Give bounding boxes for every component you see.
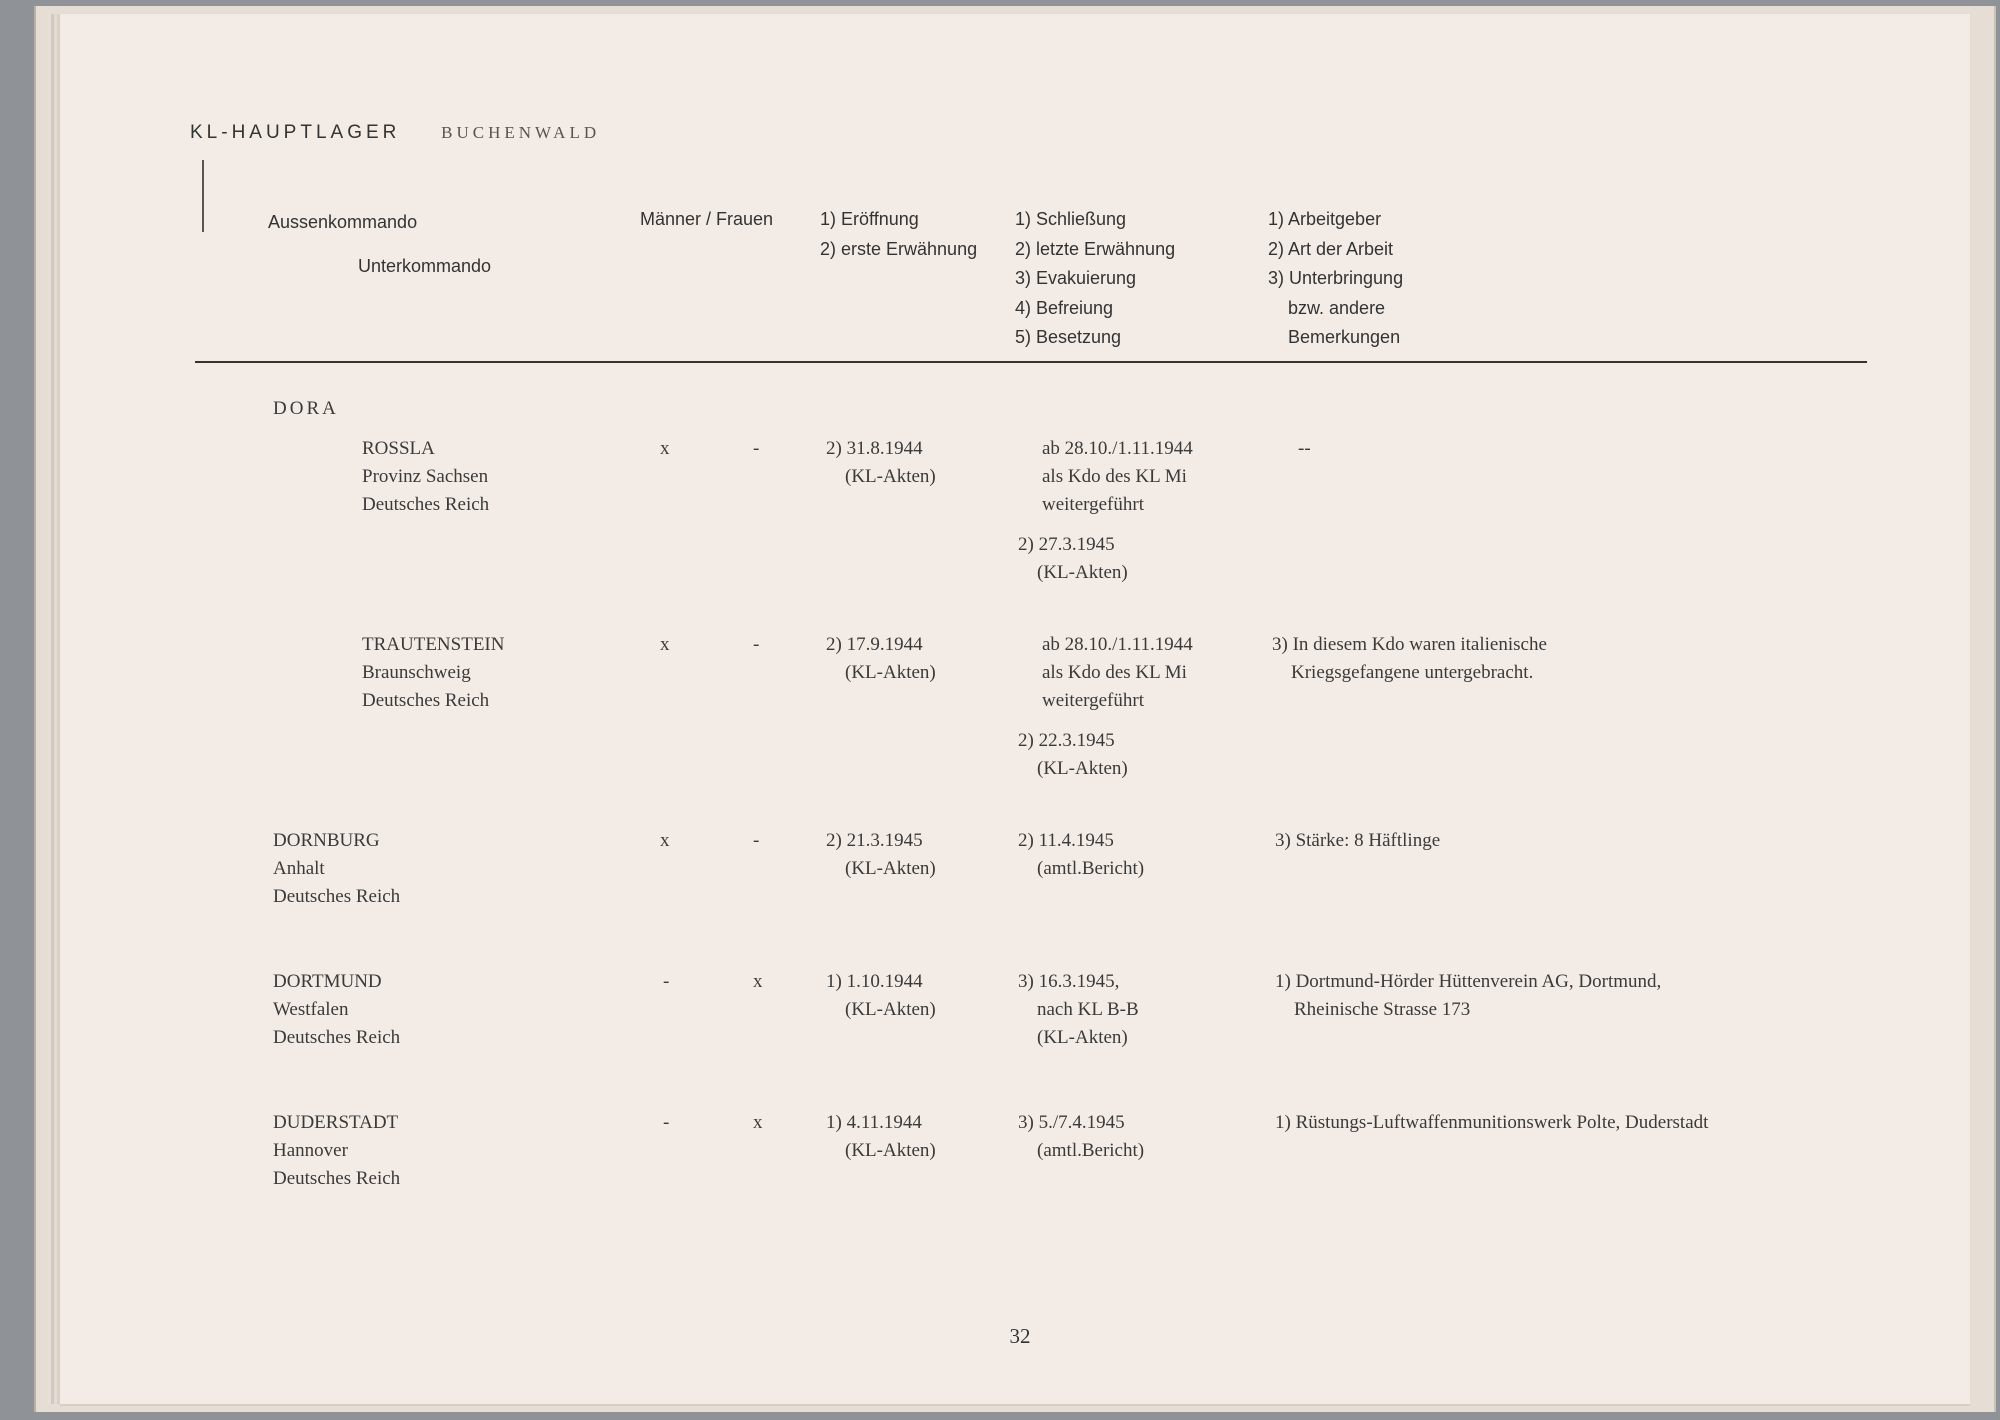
page-header — [190, 122, 600, 144]
duderstadt-schliessung: 3) 5./7.4.1945 (amtl.Bericht) — [1018, 1112, 1145, 1161]
duderstadt-bemerkungen: 1) Rüstungs-Luftwaffenmunitionswerk Polte, Duderstadt — [1275, 1112, 1709, 1133]
rossla-bemerkungen: -- — [1298, 438, 1311, 459]
dornburg-bemerkungen: 3) Stärke: 8 Häftlinge — [1275, 830, 1441, 851]
col-arbeitgeber: 1) Arbeitgeber 2) Art der Arbeit 3) Unterbringung bzw. andere Bemerkungen — [1268, 209, 1404, 347]
dortmund-schliessung: 3) 16.3.1945, nach KL B-B (KL-Akten) — [1018, 971, 1139, 1048]
header-rule — [195, 361, 1867, 363]
rossla-maenner: x — [660, 438, 670, 459]
dortmund-bemerkungen: 1) Dortmund-Hörder Hüttenverein AG, Dortmund, Rheinische Strasse 173 — [1275, 971, 1662, 1020]
duderstadt-place: DUDERSTADT Hannover Deutsches Reich — [273, 1112, 401, 1189]
trautenstein-schliessung-2: 2) 22.3.1945 (KL-Akten) — [1018, 730, 1128, 779]
trautenstein-place: TRAUTENSTEIN Braunschweig Deutsches Reich — [362, 634, 505, 711]
page-number: 32 — [1009, 1324, 1031, 1348]
col-eroeffnung: 1) Eröffnung 2) erste Erwähnung — [820, 209, 978, 259]
header-camp: BUCHENWALD — [441, 123, 601, 142]
trautenstein-maenner: x — [660, 634, 670, 655]
col-aussenkommando: Aussenkommando — [268, 212, 418, 232]
rossla-frauen: - — [753, 438, 760, 459]
dornburg-maenner: x — [660, 830, 670, 851]
col-maenner-frauen: Männer / Frauen — [640, 209, 774, 229]
dortmund-frauen: x — [753, 971, 763, 992]
col-unterkommando: Unterkommando — [358, 256, 492, 276]
rossla-schliessung: ab 28.10./1.11.1944 als Kdo des KL Mi weitergeführt — [1042, 438, 1193, 515]
rossla-eroeffnung: 2) 31.8.1944 (KL-Akten) — [826, 438, 936, 487]
rossla-place: ROSSLA Provinz Sachsen Deutsches Reich — [362, 438, 490, 515]
dornburg-schliessung: 2) 11.4.1945 (amtl.Bericht) — [1018, 830, 1145, 879]
rossla-schliessung-2: 2) 27.3.1945 (KL-Akten) — [1018, 534, 1128, 583]
dora-heading: DORA — [273, 398, 339, 419]
dornburg-frauen: - — [753, 830, 760, 851]
header-title: KL-HAUPTLAGER — [190, 122, 401, 143]
trautenstein-eroeffnung: 2) 17.9.1944 (KL-Akten) — [826, 634, 936, 683]
trautenstein-schliessung: ab 28.10./1.11.1944 als Kdo des KL Mi weitergeführt — [1042, 634, 1193, 711]
dortmund-maenner: - — [663, 971, 670, 992]
duderstadt-frauen: x — [753, 1112, 763, 1133]
dortmund-eroeffnung: 1) 1.10.1944 (KL-Akten) — [826, 971, 936, 1020]
trautenstein-bemerkungen: 3) In diesem Kdo waren italienische Kriegsgefangene untergebracht. — [1272, 634, 1547, 683]
col-schliessung: 1) Schließung 2) letzte Erwähnung 3) Evakuierung 4) Befreiung 5) Besetzung — [1015, 209, 1176, 347]
dornburg-eroeffnung: 2) 21.3.1945 (KL-Akten) — [826, 830, 936, 879]
dortmund-place: DORTMUND Westfalen Deutsches Reich — [273, 971, 401, 1048]
dornburg-place: DORNBURG Anhalt Deutsches Reich — [273, 830, 401, 907]
duderstadt-eroeffnung: 1) 4.11.1944 (KL-Akten) — [826, 1112, 936, 1161]
margin-marker — [202, 160, 204, 232]
duderstadt-maenner: - — [663, 1112, 670, 1133]
trautenstein-frauen: - — [753, 634, 760, 655]
